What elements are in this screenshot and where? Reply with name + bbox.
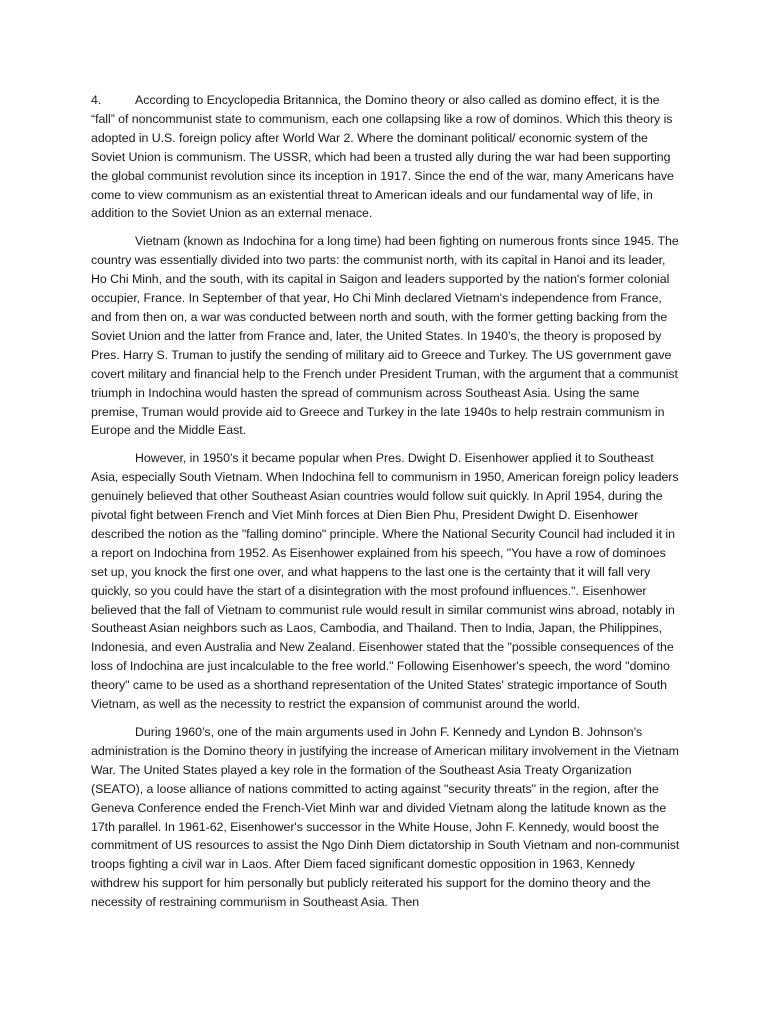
paragraph-4: During 1960’s, one of the main arguments used in John F. Kennedy and Lyndon B. Johnson’s administration is the Domino theory in justifying the increase of American military involvement in the Vietnam War. The United States played a key role in the formation of the Southeast Asia Treaty Organization (SEATO), a loose alliance of nations committed to acting against "security threats" in the region, after the Geneva Conference ended the French-Viet Minh war and divided Vietnam along the latitude known as the 17th parallel. In 1961-62, Eisenhower's successor in the White House, John F. Kennedy, would boost the commitment of US resources to assist the Ngo Dinh Diem dictatorship in South Vietnam and non-communist troops fighting a civil war in Laos. After Diem faced significant domestic opposition in 1963, Kennedy withdrew his support for him personally but publicly reiterated his support for the domino theory and the necessity of restraining communism in Southeast Asia. Then [91,725,680,910]
paragraph-2: Vietnam (known as Indochina for a long time) had been fighting on numerous fronts since 1945. The country was essentially divided into two parts: the communist north, with its capital in Hanoi and its leader, Ho Chi Minh, and the south, with its capital in Saigon and leaders supported by the nation's former colonial occupier, France. In September of that year, Ho Chi Minh declared Vietnam's independence from France, and from then on, a war was conducted between north and south, with the former getting backing from the Soviet Union and the latter from France and, later, the United States. In 1940’s, the theory is proposed by Pres. Harry S. Truman to justify the sending of military aid to Greece and Turkey. The US government gave covert military and financial help to the French under President Truman, with the argument that a communist triumph in Indochina would hasten the spread of communism across Southeast Asia. Using the same premise, Truman would provide aid to Greece and Turkey in the late 1940s to help restrain communism in Europe and the Middle East. [91,234,679,438]
item-number: 4. [91,93,102,107]
paragraph-1 [91,91,681,223]
document-page [91,91,681,921]
paragraph-1-text: According to Encyclopedia Britannica, the Domino theory or also called as domino effect, it is the “fall” of noncommunist state to communism, each one collapsing like a row of dominos. Which this theory is adopted in U.S. foreign policy after World War 2. Where the dominant political/ economic system of the Soviet Union is communism. The USSR, which had been a trusted ally during the war had been supporting the global communist revolution since its inception in 1917. Since the end of the war, many Americans have come to view communism as an existential threat to American ideals and our fundamental way of life, in addition to the Soviet Union as an external menace. [91,93,674,221]
paragraph-3: However, in 1950’s it became popular when Pres. Dwight D. Eisenhower applied it to Southeast Asia, especially South Vietnam. When Indochina fell to communism in 1950, American foreign policy leaders genuinely believed that other Southeast Asian countries would follow suit quickly. In April 1954, during the pivotal fight between French and Viet Minh forces at Dien Bien Phu, President Dwight D. Eisenhower described the notion as the "falling domino" principle. Where the National Security Council had included it in a report on Indochina from 1952. As Eisenhower explained from his speech, "You have a row of dominoes set up, you knock the first one over, and what happens to the last one is the certainty that it will fall very quickly, so you could have the start of a disintegration with the most profound influences.". Eisenhower believed that the fall of Vietnam to communist rule would result in similar communist wins abroad, notably in Southeast Asian neighbors such as Laos, Cambodia, and Thailand. Then to India, Japan, the Philippines, Indonesia, and even Australia and New Zealand. Eisenhower stated that the "possible consequences of the loss of Indochina are just incalculable to the free world." Following Eisenhower's speech, the word "domino theory" came to be used as a shorthand representation of the United States' strategic importance of South Vietnam, as well as the necessity to restrict the expansion of communist around the world. [91,451,679,712]
